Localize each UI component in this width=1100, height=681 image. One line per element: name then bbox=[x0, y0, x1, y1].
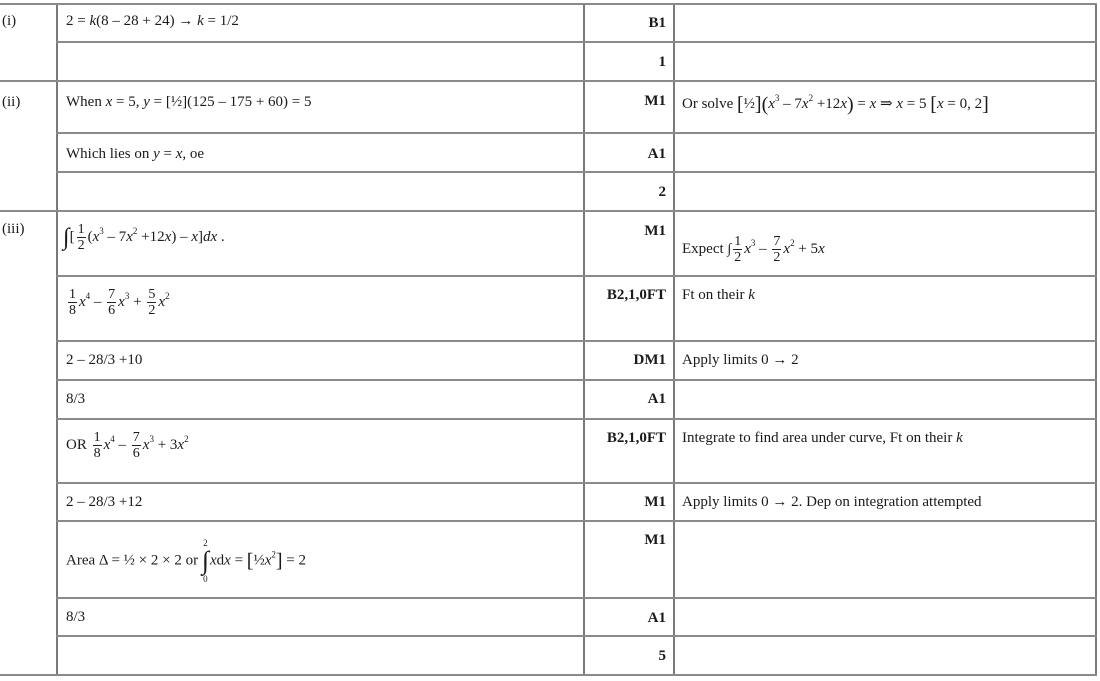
note-row-10 bbox=[682, 429, 963, 447]
working-row-11: 2 – 28/3 +12 bbox=[66, 494, 143, 510]
or-solve-label: Or solve bbox=[682, 96, 734, 112]
note-row-3: Or solve $[\frac{1}{2}](x^3 - 7x^2 +12x) = x$ ⇒ x = 5 [x = 0, 2] bbox=[682, 93, 989, 116]
note-row-8: Apply limits 0 → 2 bbox=[682, 352, 799, 368]
mark-row-11: M1 bbox=[644, 494, 666, 510]
working-row-1: 2 = k(8 – 28 + 24) → k = 1/2 bbox=[66, 13, 239, 29]
note-row-6: Expect ∫ $\frac{1}{2}$ $x^3$ – $\frac{7}{2}$ $x^2 + 5x$ bbox=[682, 234, 825, 265]
row-rule bbox=[56, 340, 1097, 342]
row-rule bbox=[56, 275, 1097, 277]
ft-label: Ft on their bbox=[682, 287, 745, 303]
row-rule bbox=[56, 171, 1097, 173]
mark-row-6: M1 bbox=[644, 223, 666, 239]
note-row-7 bbox=[682, 286, 755, 304]
mark-row-4: A1 bbox=[647, 146, 666, 162]
row-rule bbox=[56, 597, 1097, 599]
k-symbol: k bbox=[748, 287, 755, 303]
working-row-13: 8/3 bbox=[66, 609, 86, 625]
working-row-10: OR $\frac{1}{8}$ $x^4$ – $\frac{7}{6}$ $x^3 + 3x^2$ bbox=[66, 430, 189, 461]
part-label-i: (i) bbox=[2, 13, 17, 29]
mark-row-7: B2,1,0FT bbox=[606, 287, 666, 303]
part-label-iii: (iii) bbox=[2, 221, 25, 237]
row-rule bbox=[56, 635, 1097, 637]
or-label: OR bbox=[66, 436, 87, 453]
row-rule bbox=[56, 379, 1097, 381]
table-right-border bbox=[1095, 3, 1097, 674]
mark-row-13: A1 bbox=[647, 610, 666, 626]
row-rule bbox=[56, 520, 1097, 522]
working-row-4: Which lies on y = x, oe bbox=[66, 146, 205, 162]
row-rule bbox=[56, 132, 1097, 134]
note-row-11: Apply limits 0 → 2. Dep on integration attempted bbox=[682, 494, 982, 510]
part-label-ii: (ii) bbox=[2, 94, 21, 110]
mark-row-2: 1 bbox=[658, 54, 666, 70]
mark-row-9: A1 bbox=[647, 391, 666, 407]
mark-row-8: DM1 bbox=[633, 352, 666, 368]
k-symbol: k bbox=[956, 430, 963, 446]
working-row-9: 8/3 bbox=[66, 391, 86, 407]
integrate-label: Integrate to find area under curve, Ft on their bbox=[682, 430, 953, 446]
mark-row-5: 2 bbox=[658, 184, 666, 200]
mark-row-10: B2,1,0FT bbox=[606, 430, 666, 446]
row-rule bbox=[56, 41, 1097, 43]
area-label: Area Δ = ½ × 2 × 2 or bbox=[66, 552, 199, 569]
when-label: When bbox=[66, 94, 102, 110]
row-rule bbox=[0, 674, 1097, 676]
row-rule bbox=[0, 80, 1097, 82]
mark-row-12: M1 bbox=[644, 532, 666, 548]
row-rule bbox=[56, 418, 1097, 420]
working-row-7: $\frac{1}{8}$ $x^4$ – $\frac{7}{6}$ $x^3$ + $\frac{5}{2}$ $x^2$ bbox=[69, 287, 170, 318]
mark-row-3: M1 bbox=[644, 93, 666, 109]
working-row-6: ∫[ $\frac{1}{2}$ $(x^3 - 7x^2 +12x) - x]dx$ . bbox=[63, 222, 225, 253]
working-row-8: 2 – 28/3 +10 bbox=[66, 352, 143, 368]
row-rule bbox=[0, 210, 1097, 212]
mark-row-1: B1 bbox=[648, 15, 666, 31]
expect-label: Expect bbox=[682, 240, 724, 257]
working-row-3: When x = 5, y = [½](125 – 175 + 60) = 5 bbox=[66, 94, 312, 110]
which-label: Which lies on bbox=[66, 146, 150, 162]
mark-row-14: 5 bbox=[658, 648, 666, 664]
row-rule bbox=[0, 3, 1097, 5]
row-rule bbox=[56, 482, 1097, 484]
col-divider-note bbox=[673, 3, 675, 674]
working-row-12: Area Δ = ½ × 2 × 2 or 2 ∫ $0xdx = [\frac{1}{2}x^2] = 2$ bbox=[66, 538, 307, 584]
col-divider-part bbox=[56, 3, 58, 674]
